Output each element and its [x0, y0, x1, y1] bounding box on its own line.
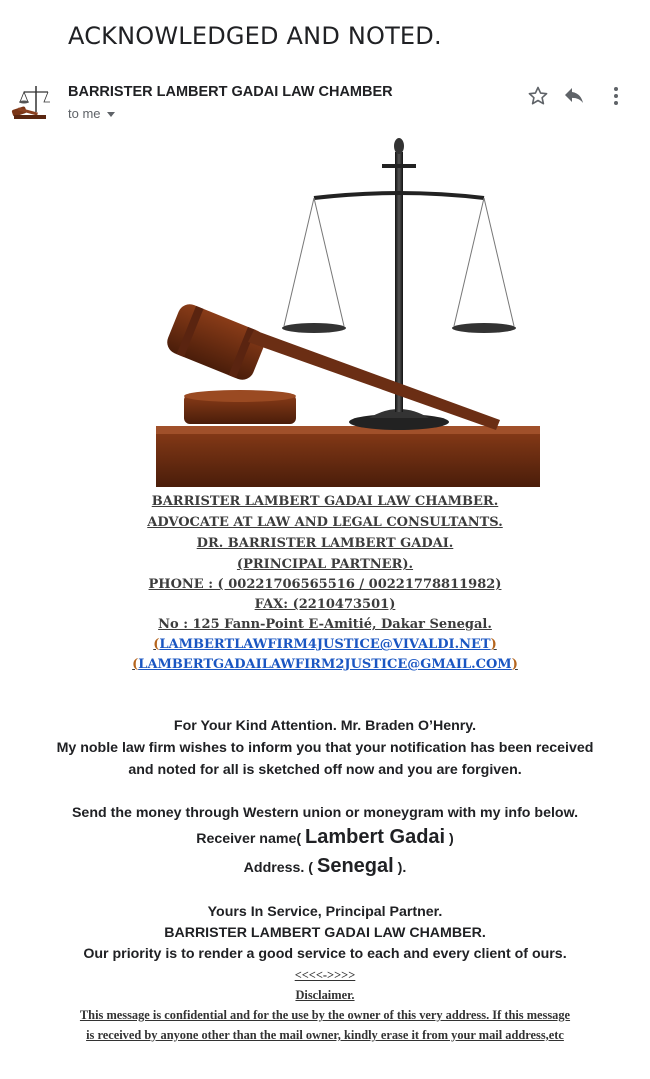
signature-firm-name: BARRISTER LAMBERT GADAI LAW CHAMBER.	[151, 494, 499, 509]
email-link-gmail[interactable]: LAMBERTGADAILAWFIRM2JUSTICE@GMAIL.COM	[138, 657, 512, 672]
paren-close: )	[511, 657, 518, 672]
separator-arrows: <<<<->>>>	[294, 968, 356, 982]
address-prefix: Address. (	[243, 860, 314, 876]
paren-open: (	[153, 637, 160, 652]
star-icon[interactable]	[526, 84, 550, 108]
email-subject: ACKNOWLEDGED AND NOTED.	[68, 22, 442, 50]
disclaimer-line-1: This message is confidential and for the use by the owner of this very address. If this message	[79, 1008, 571, 1022]
signature-role: (PRINCIPAL PARTNER).	[236, 557, 414, 572]
email-link-vivaldi[interactable]: LAMBERTLAWFIRM4JUSTICE@VIVALDI.NET	[159, 637, 491, 652]
address-value: Senegal	[317, 855, 394, 877]
signature-email-1-row	[0, 637, 650, 652]
signature-title: ADVOCATE AT LAW AND LEGAL CONSULTANTS.	[147, 515, 503, 530]
recipient-dropdown[interactable]	[68, 106, 115, 121]
signature-name: DR. BARRISTER LAMBERT GADAI.	[196, 536, 454, 551]
caret-down-icon	[107, 112, 115, 117]
disclaimer-line-2: is received by anyone other than the mail owner, kindly erase it from your mail address,etc	[86, 1028, 564, 1042]
signature-fax: FAX: (2210473501)	[254, 597, 396, 612]
message-para1-line2: and noted for all is sketched off now and you are forgiven.	[128, 762, 522, 778]
sender-name[interactable]: BARRISTER LAMBERT GADAI LAW CHAMBER	[68, 84, 393, 100]
paren-open: (	[132, 657, 139, 672]
more-vert-icon[interactable]	[604, 84, 628, 108]
disclaimer-title: Disclaimer.	[295, 988, 355, 1002]
attention-line: For Your Kind Attention. Mr. Braden O’Henry.	[173, 718, 477, 734]
closing-line-2: BARRISTER LAMBERT GADAI LAW CHAMBER.	[164, 925, 486, 941]
address-line	[0, 855, 650, 878]
send-money-line: Send the money through Western union or moneygram with my info below.	[71, 805, 579, 821]
sender-avatar-scales-icon[interactable]	[10, 82, 50, 122]
paren-close: )	[490, 637, 497, 652]
reply-icon[interactable]	[562, 84, 586, 108]
closing-line-1: Yours In Service, Principal Partner.	[207, 904, 443, 920]
address-suffix: ).	[397, 860, 407, 876]
signature-address: No : 125 Fann-Point E-Amitié, Dakar Senegal.	[158, 617, 492, 632]
scales-gavel-banner-image	[156, 132, 540, 487]
signature-phone: PHONE : ( 00221706565516 / 00221778811982)	[148, 577, 502, 592]
signature-email-2-row	[0, 657, 650, 672]
message-para1-line1: My noble law firm wishes to inform you that your notification has been received	[56, 740, 594, 756]
receiver-suffix: )	[449, 831, 454, 847]
receiver-name-line	[0, 826, 650, 849]
recipient-label: to me	[68, 106, 101, 121]
closing-line-3: Our priority is to render a good service to each and every client of ours.	[83, 946, 567, 962]
receiver-name: Lambert Gadai	[305, 826, 446, 848]
receiver-prefix: Receiver name(	[196, 831, 302, 847]
